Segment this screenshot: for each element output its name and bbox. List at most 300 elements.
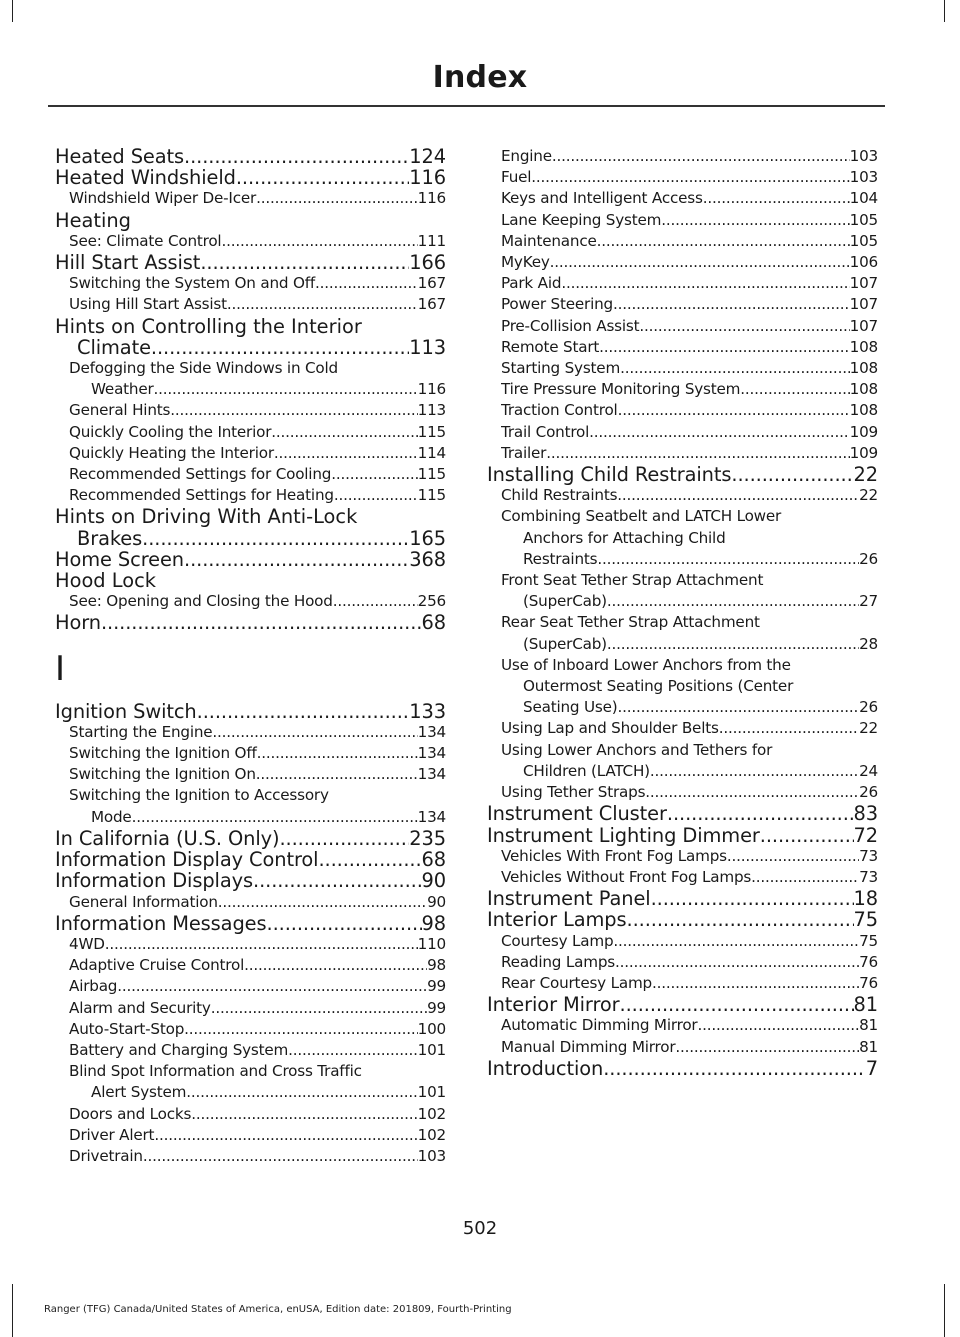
dot-leader <box>617 485 859 506</box>
dot-leader <box>184 1019 417 1040</box>
index-column-left <box>55 146 446 1167</box>
entry-title-line: Using Lower Anchors and Tethers for <box>501 740 773 759</box>
page-number: 502 <box>462 1218 498 1239</box>
index-sub-entry <box>487 485 878 506</box>
entry-title: General Information <box>69 892 218 911</box>
entry-page: 101 <box>417 1040 446 1059</box>
entry-title: Quickly Heating the Interior <box>69 443 274 462</box>
entry-title: Switching the Ignition On <box>69 765 256 784</box>
index-sub-entry <box>55 400 446 421</box>
index-sub-entry <box>487 252 878 273</box>
index-sub-entry-row <box>501 422 878 443</box>
entry-title: Battery and Charging System <box>69 1040 289 1059</box>
index-sub-entry <box>55 722 446 743</box>
dot-leader <box>170 400 417 421</box>
dot-leader <box>627 909 854 930</box>
entry-title: Keys and Intelligent Access <box>501 189 703 208</box>
entry-page: 75 <box>859 931 878 950</box>
dot-leader <box>639 316 849 337</box>
index-sub-entry-row <box>69 294 446 315</box>
entry-title: See: Opening and Closing the Hood <box>69 592 333 611</box>
index-main-heading <box>55 570 446 591</box>
dot-leader <box>552 146 850 167</box>
entry-title: Information Displays <box>55 870 253 892</box>
index-main-heading <box>55 210 446 231</box>
index-sub-entry-row <box>69 722 446 743</box>
index-main-entry <box>55 701 446 722</box>
entry-title: Ignition Switch <box>55 700 197 722</box>
entry-title-line: Defogging the Side Windows in Cold <box>69 359 338 378</box>
entry-page: 22 <box>859 719 878 738</box>
index-sub-entry <box>55 892 446 913</box>
dot-leader <box>191 1104 417 1125</box>
entry-title: Switching the Ignition Off <box>69 744 257 763</box>
crop-mark-bottom-left <box>12 1284 13 1337</box>
index-main-entry <box>55 870 446 891</box>
dot-leader <box>613 931 859 952</box>
entry-title-line: Outermost Seating Positions (Center <box>523 677 794 696</box>
entry-page: 165 <box>409 527 446 549</box>
entry-title: Courtesy Lamp <box>501 931 614 950</box>
index-sub-entry-row <box>91 379 446 400</box>
dot-leader <box>661 210 849 231</box>
entry-page: 235 <box>409 827 446 850</box>
dot-leader <box>667 803 854 824</box>
entry-page: 108 <box>849 359 878 378</box>
entry-title-line: Anchors for Attaching Child <box>523 528 726 547</box>
index-sub-entry <box>487 570 878 612</box>
index-sub-entry-row <box>501 931 878 952</box>
entry-title-line: Switching the Ignition to Accessory <box>69 786 329 805</box>
entry-title: Heated Seats <box>55 146 185 168</box>
entry-title: 4WD <box>69 934 105 953</box>
entry-title: Instrument Lighting Dimmer <box>487 824 760 846</box>
dot-leader <box>751 867 859 888</box>
dot-leader <box>652 973 859 994</box>
index-main-entry-row <box>487 994 878 1015</box>
index-sub-entry-row <box>69 422 446 443</box>
entry-page: 102 <box>417 1125 446 1144</box>
index-sub-entry <box>487 188 878 209</box>
index-sub-entry <box>487 167 878 188</box>
index-sub-entry <box>55 443 446 464</box>
entry-title: In California (U.S. Only) <box>55 827 280 850</box>
index-sub-entry <box>55 231 446 252</box>
index-sub-entry <box>487 931 878 952</box>
entry-page: 106 <box>849 253 878 272</box>
entry-page: 134 <box>417 744 446 763</box>
entry-page: 256 <box>417 592 446 611</box>
entry-page: 26 <box>859 549 878 568</box>
index-main-entry <box>55 506 446 548</box>
entry-page: 134 <box>417 765 446 784</box>
dot-leader <box>546 443 849 464</box>
entry-page: 26 <box>859 783 878 802</box>
index-sub-entry <box>487 1037 878 1058</box>
entry-page: 134 <box>417 807 446 826</box>
index-main-entry <box>55 913 446 934</box>
entry-page: 116 <box>417 380 446 399</box>
index-sub-entry-row <box>501 337 878 358</box>
entry-page: 27 <box>859 592 878 611</box>
entry-title: Using Tether Straps <box>501 783 646 802</box>
index-main-entry <box>487 1058 878 1079</box>
index-sub-entry-row <box>69 998 446 1019</box>
dot-leader <box>184 146 409 167</box>
entry-title: Doors and Locks <box>69 1104 192 1123</box>
index-main-entry <box>55 167 446 188</box>
entry-page: 103 <box>417 1146 446 1165</box>
index-sub-entry <box>55 743 446 764</box>
index-sub-entry <box>487 612 878 654</box>
entry-page: 104 <box>849 189 878 208</box>
index-sub-entry <box>487 443 878 464</box>
index-sub-entry-row <box>69 764 446 785</box>
index-main-entry <box>487 994 878 1015</box>
entry-page: 81 <box>853 994 878 1016</box>
entry-title: See: Climate Control <box>69 231 222 250</box>
index-sub-entry-row <box>69 1146 446 1167</box>
entry-page: 109 <box>849 422 878 441</box>
dot-leader <box>154 1125 417 1146</box>
index-sub-entry <box>55 1019 446 1040</box>
dot-leader <box>727 846 859 867</box>
index-sub-entry <box>55 358 446 400</box>
entry-title: Restraints <box>523 549 598 568</box>
entry-page: 76 <box>859 952 878 971</box>
entry-title: Power Steering <box>501 295 613 314</box>
dot-leader <box>599 337 849 358</box>
index-sub-entry-row <box>501 782 878 803</box>
index-main-entry-row <box>55 252 446 273</box>
entry-page: 102 <box>417 1104 446 1123</box>
entry-title: Pre-Collision Assist <box>501 316 640 335</box>
index-main-entry <box>487 888 878 909</box>
entry-title: Adaptive Cruise Control <box>69 956 245 975</box>
entry-title: Installing Child Restraints <box>487 464 732 486</box>
index-main-entry <box>487 825 878 846</box>
entry-page: 72 <box>853 824 878 846</box>
index-main-entry-row <box>55 913 446 934</box>
index-sub-entry <box>55 934 446 955</box>
entry-title-line: Hints on Controlling the Interior <box>55 314 362 338</box>
entry-title: Instrument Panel <box>487 888 651 910</box>
index-sub-entry-row <box>69 1019 446 1040</box>
index-sub-entry-row <box>523 549 878 570</box>
entry-continuation <box>501 634 878 655</box>
entry-title: Using Hill Start Assist <box>69 295 227 314</box>
entry-continuation <box>501 697 878 718</box>
entry-title: Park Aid <box>501 274 562 293</box>
dot-leader <box>620 358 850 379</box>
entry-title: CHildren (LATCH) <box>523 761 650 780</box>
index-sub-entry-row <box>501 846 878 867</box>
entry-page: 108 <box>849 401 878 420</box>
entry-title: Airbag <box>69 977 118 996</box>
index-sub-entry-row <box>501 1015 878 1036</box>
entry-title: Trail Control <box>501 422 590 441</box>
entry-page: 166 <box>409 252 446 274</box>
dot-leader <box>331 464 417 485</box>
index-column-right <box>487 146 878 1079</box>
crop-mark-top-left <box>12 0 13 22</box>
entry-page: 107 <box>849 274 878 293</box>
index-sub-entry <box>487 782 878 803</box>
entry-title: Brakes <box>77 527 143 549</box>
index-sub-entry <box>55 785 446 827</box>
entry-title: Fuel <box>501 168 532 187</box>
dot-leader <box>279 828 409 849</box>
dot-leader <box>603 1058 866 1079</box>
index-sub-entry <box>487 422 878 443</box>
entry-page: 98 <box>427 956 446 975</box>
index-sub-entry <box>55 764 446 785</box>
dot-leader <box>607 591 859 612</box>
index-sub-entry-row <box>69 400 446 421</box>
entry-page: 81 <box>859 1016 878 1035</box>
entry-title: Recommended Settings for Heating <box>69 486 334 505</box>
entry-title: Reading Lamps <box>501 952 615 971</box>
dot-leader <box>697 1015 859 1036</box>
index-sub-entry-row <box>69 743 446 764</box>
dot-leader <box>256 764 418 785</box>
index-main-entry-row <box>487 825 878 846</box>
dot-leader <box>651 888 854 909</box>
index-sub-entry-row <box>69 1104 446 1125</box>
index-sub-entry-row <box>69 273 446 294</box>
dot-leader <box>132 807 418 828</box>
entry-title: Maintenance <box>501 231 597 250</box>
dot-leader <box>607 634 859 655</box>
entry-page: 167 <box>417 295 446 314</box>
index-sub-entry-row <box>501 167 878 188</box>
crop-mark-top-right <box>944 0 945 22</box>
dot-leader <box>531 167 849 188</box>
dot-leader <box>719 718 859 739</box>
index-sub-entry <box>487 273 878 294</box>
dot-leader <box>731 464 853 485</box>
dot-leader <box>334 485 418 506</box>
entry-title: Auto-Start-Stop <box>69 1019 185 1038</box>
index-sub-entry <box>487 294 878 315</box>
title-divider <box>48 105 885 107</box>
index-sub-entry <box>487 379 878 400</box>
entry-title: (SuperCab) <box>523 634 607 653</box>
index-sub-entry <box>487 655 878 719</box>
entry-page: 101 <box>417 1083 446 1102</box>
dot-leader <box>740 379 849 400</box>
index-sub-entry-row <box>501 294 878 315</box>
index-sub-entry <box>55 273 446 294</box>
entry-page: 83 <box>853 803 878 825</box>
dot-leader <box>218 892 427 913</box>
index-sub-entry-row <box>69 1040 446 1061</box>
entry-title: Trailer <box>501 443 547 462</box>
index-sub-entry-row <box>501 358 878 379</box>
dot-leader <box>244 955 427 976</box>
entry-page: 133 <box>409 700 446 722</box>
entry-title: Mode <box>91 807 132 826</box>
entry-page: 107 <box>849 295 878 314</box>
entry-page: 90 <box>421 870 446 892</box>
index-sub-entry <box>487 210 878 231</box>
index-main-entry-row <box>487 909 878 930</box>
index-sub-entry-row <box>69 591 446 612</box>
entry-page: 73 <box>859 846 878 865</box>
index-sub-entry <box>55 955 446 976</box>
index-sub-entry-row <box>501 400 878 421</box>
entry-title: Vehicles With Front Fog Lamps <box>501 846 727 865</box>
dot-leader <box>274 443 418 464</box>
index-sub-entry <box>487 973 878 994</box>
dot-leader <box>154 379 418 400</box>
index-main-entry-row <box>55 828 446 849</box>
index-sub-entry <box>55 464 446 485</box>
index-sub-entry-row <box>69 934 446 955</box>
dot-leader <box>315 273 418 294</box>
index-sub-entry-row <box>69 1125 446 1146</box>
entry-title: Climate <box>77 336 151 359</box>
entry-page: 22 <box>859 486 878 505</box>
index-sub-entry <box>487 740 878 782</box>
entry-title: Starting System <box>501 359 621 378</box>
entry-page: 116 <box>417 189 446 208</box>
entry-title: Alert System <box>91 1083 187 1102</box>
dot-leader <box>318 849 421 870</box>
entry-continuation <box>501 591 878 612</box>
index-sub-entry-row <box>91 1082 446 1103</box>
section-letter: I <box>55 648 66 689</box>
index-main-entry <box>55 828 446 849</box>
index-sub-entry-row <box>501 231 878 252</box>
entry-page: 116 <box>409 167 446 189</box>
dot-leader <box>597 549 859 570</box>
index-sub-entry <box>55 1125 446 1146</box>
dot-leader <box>597 231 850 252</box>
dot-leader <box>267 913 422 934</box>
index-sub-entry <box>487 718 878 739</box>
entry-continuation <box>501 761 878 782</box>
index-main-entry-row <box>77 528 446 549</box>
entry-title: Vehicles Without Front Fog Lamps <box>501 867 752 886</box>
entry-page: 18 <box>853 888 878 910</box>
entry-title: General Hints <box>69 401 171 420</box>
index-sub-entry <box>55 591 446 612</box>
entry-title-line: Rear Seat Tether Strap Attachment <box>501 613 760 632</box>
index-sub-entry-row <box>523 697 878 718</box>
entry-continuation <box>69 379 446 400</box>
index-main-entry-row <box>487 1058 878 1079</box>
dot-leader <box>256 188 418 209</box>
index-main-entry-row <box>55 146 446 167</box>
entry-page: 103 <box>849 168 878 187</box>
entry-continuation <box>501 549 878 570</box>
entry-page: 68 <box>421 849 446 871</box>
entry-page: 99 <box>427 998 446 1017</box>
index-sub-entry-row <box>523 761 878 782</box>
index-main-entry <box>55 146 446 167</box>
entry-page: 113 <box>409 336 446 359</box>
dot-leader <box>760 825 854 846</box>
dot-leader <box>617 697 859 718</box>
index-main-entry-row <box>487 464 878 485</box>
dot-leader <box>117 976 427 997</box>
entry-title: Remote Start <box>501 337 600 356</box>
dot-leader <box>620 994 854 1015</box>
index-main-entry-row <box>55 612 446 633</box>
dot-leader <box>257 743 418 764</box>
index-main-entry-row <box>77 337 446 358</box>
entry-page: 22 <box>853 464 878 486</box>
index-main-entry-row <box>55 701 446 722</box>
entry-title-line: Hints on Driving With Anti-Lock <box>55 505 358 529</box>
entry-title: Heated Windshield <box>55 167 236 189</box>
index-sub-entry <box>55 422 446 443</box>
entry-title: Drivetrain <box>69 1146 143 1165</box>
index-sub-entry-row <box>501 952 878 973</box>
entry-page: 100 <box>417 1019 446 1038</box>
index-sub-entry-row <box>501 146 878 167</box>
index-sub-entry-row <box>501 443 878 464</box>
entry-page: 103 <box>849 147 878 165</box>
dot-leader <box>645 782 859 803</box>
index-sub-entry-row <box>69 188 446 209</box>
entry-title: Interior Lamps <box>487 909 627 931</box>
index-sub-entry <box>487 231 878 252</box>
index-main-entry <box>487 464 878 485</box>
index-sub-entry <box>487 1015 878 1036</box>
entry-page: 24 <box>859 761 878 780</box>
entry-page: 109 <box>849 443 878 462</box>
index-main-entry-row <box>487 803 878 824</box>
index-main-entry-row <box>55 849 446 870</box>
index-main-entry <box>487 909 878 930</box>
entry-page: 90 <box>427 892 446 911</box>
crop-mark-bottom-right <box>944 1284 945 1337</box>
entry-page: 368 <box>409 548 446 571</box>
index-sub-entry <box>55 1061 446 1103</box>
entry-title: Starting the Engine <box>69 722 213 741</box>
entry-title: Information Messages <box>55 912 267 934</box>
index-main-entry <box>55 316 446 358</box>
index-main-entry-row <box>55 549 446 570</box>
dot-leader <box>105 934 418 955</box>
entry-page: 73 <box>859 867 878 886</box>
index-sub-entry <box>487 952 878 973</box>
entry-continuation <box>69 807 446 828</box>
index-sub-entry-row <box>501 718 878 739</box>
index-sub-entry-row <box>501 485 878 506</box>
entry-title: Weather <box>91 380 154 399</box>
entry-page: 114 <box>417 443 446 462</box>
entry-page: 115 <box>417 465 446 484</box>
entry-page: 81 <box>859 1037 878 1056</box>
index-sub-entry <box>487 867 878 888</box>
index-main-entry-row <box>55 167 446 188</box>
dot-leader <box>333 591 418 612</box>
index-sub-entry <box>55 998 446 1019</box>
dot-leader <box>151 337 409 358</box>
entry-title: Automatic Dimming Mirror <box>501 1016 698 1035</box>
entry-page: 68 <box>421 612 446 634</box>
index-sub-entry-row <box>69 955 446 976</box>
index-main-entry <box>55 549 446 570</box>
index-main-entry <box>55 612 446 633</box>
dot-leader <box>650 761 859 782</box>
index-sub-entry-row <box>69 443 446 464</box>
index-sub-entry-row <box>69 464 446 485</box>
entry-title: Lane Keeping System <box>501 210 662 229</box>
